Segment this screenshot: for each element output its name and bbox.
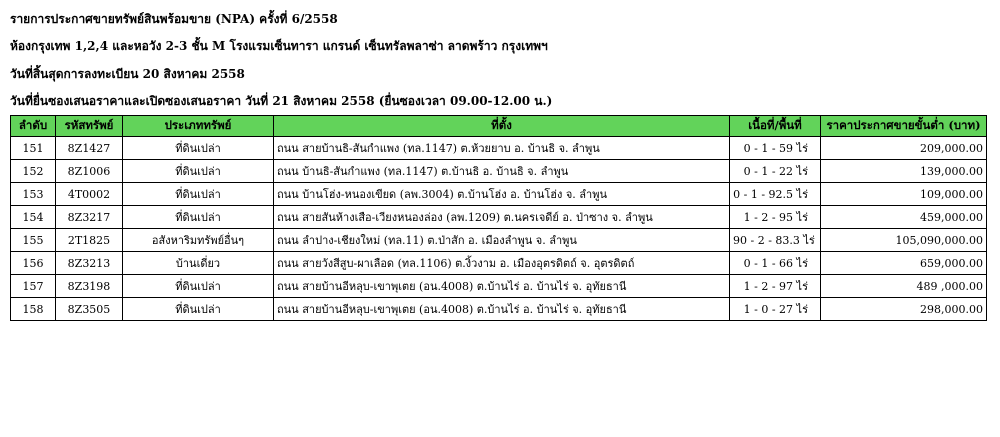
row-location: ถนน บ้านธิ-สันกำแพง (ทล.1147) ต.บ้านธิ อ. บ้านธิ จ. ลำพูน <box>274 160 730 183</box>
table-row <box>11 183 987 206</box>
table-row <box>11 275 987 298</box>
row-area: 1 - 2 - 95 ไร่ <box>730 206 821 229</box>
row-area: 0 - 1 - 59 ไร่ <box>730 137 821 160</box>
col-header-type: ประเภททรัพย์ <box>123 116 274 137</box>
row-no: 157 <box>11 275 56 298</box>
row-area: 0 - 1 - 66 ไร่ <box>730 252 821 275</box>
row-code: 8Z3198 <box>56 275 123 298</box>
table-row <box>11 229 987 252</box>
row-no: 151 <box>11 137 56 160</box>
col-header-location: ที่ตั้ง <box>274 116 730 137</box>
row-no: 153 <box>11 183 56 206</box>
row-no: 154 <box>11 206 56 229</box>
row-price: 105,090,000.00 <box>821 229 987 252</box>
row-price: 139,000.00 <box>821 160 987 183</box>
row-price: 489 ,000.00 <box>821 275 987 298</box>
bid-date-line: วันที่ยื่นซองเสนอราคาและเปิดซองเสนอราคา วันที่ 21 สิงหาคม 2558 (ยื่นซองเวลา 09.00-12.00 น.) <box>10 94 553 108</box>
venue-line: ห้องกรุงเทพ 1,2,4 และหอวัง 2-3 ชั้น M โรงแรมเซ็นทารา แกรนด์ เซ็นทรัลพลาซ่า ลาดพร้าว กรุงเทพฯ <box>10 39 548 53</box>
row-location: ถนน สายวังสีสูบ-ผาเลือด (ทล.1106) ต.งิ้วงาม อ. เมืองอุตรดิตถ์ จ. อุตรดิตถ์ <box>274 252 730 275</box>
row-code: 8Z3213 <box>56 252 123 275</box>
row-code: 2T1825 <box>56 229 123 252</box>
row-no: 158 <box>11 298 56 321</box>
row-code: 8Z1006 <box>56 160 123 183</box>
row-type: ที่ดินเปล่า <box>123 206 274 229</box>
npa-table <box>10 115 987 321</box>
row-area: 0 - 1 - 22 ไร่ <box>730 160 821 183</box>
row-location: ถนน สายบ้านธิ-สันกำแพง (ทล.1147) ต.ห้วยยาบ อ. บ้านธิ จ. ลำพูน <box>274 137 730 160</box>
row-code: 8Z1427 <box>56 137 123 160</box>
row-area: 90 - 2 - 83.3 ไร่ <box>730 229 821 252</box>
row-price: 209,000.00 <box>821 137 987 160</box>
col-header-price: ราคาประกาศขายขั้นต่ำ (บาท) <box>821 116 987 137</box>
row-code: 8Z3505 <box>56 298 123 321</box>
table-row <box>11 298 987 321</box>
row-type: ที่ดินเปล่า <box>123 275 274 298</box>
row-location: ถนน สายสันห้างเสือ-เวียงหนองล่อง (ลพ.1209) ต.นครเจดีย์ อ. ป่าซาง จ. ลำพูน <box>274 206 730 229</box>
row-code: 4T0002 <box>56 183 123 206</box>
row-area: 0 - 1 - 92.5 ไร่ <box>730 183 821 206</box>
row-area: 1 - 0 - 27 ไร่ <box>730 298 821 321</box>
row-type: อสังหาริมทรัพย์อื่นๆ <box>123 229 274 252</box>
table-row <box>11 206 987 229</box>
row-price: 298,000.00 <box>821 298 987 321</box>
row-area: 1 - 2 - 97 ไร่ <box>730 275 821 298</box>
row-price: 659,000.00 <box>821 252 987 275</box>
col-header-code: รหัสทรัพย์ <box>56 116 123 137</box>
table-row <box>11 137 987 160</box>
row-code: 8Z3217 <box>56 206 123 229</box>
table-row <box>11 160 987 183</box>
row-price: 459,000.00 <box>821 206 987 229</box>
table-row <box>11 252 987 275</box>
row-type: ที่ดินเปล่า <box>123 160 274 183</box>
page-title: รายการประกาศขายทรัพย์สินพร้อมขาย (NPA) ครั้งที่ 6/2558 <box>10 12 338 26</box>
row-type: ที่ดินเปล่า <box>123 137 274 160</box>
col-header-area: เนื้อที่/พื้นที่ <box>730 116 821 137</box>
registration-deadline: วันที่สิ้นสุดการลงทะเบียน 20 สิงหาคม 2558 <box>10 67 245 81</box>
col-header-no: ลำดับ <box>11 116 56 137</box>
row-type: บ้านเดี่ยว <box>123 252 274 275</box>
row-no: 156 <box>11 252 56 275</box>
row-price: 109,000.00 <box>821 183 987 206</box>
row-type: ที่ดินเปล่า <box>123 298 274 321</box>
row-location: ถนน ลำปาง-เชียงใหม่ (ทล.11) ต.ป่าสัก อ. เมืองลำพูน จ. ลำพูน <box>274 229 730 252</box>
row-no: 155 <box>11 229 56 252</box>
row-location: ถนน สายบ้านอีหลุบ-เขาพุเตย (อน.4008) ต.บ้านไร่ อ. บ้านไร่ จ. อุทัยธานี <box>274 275 730 298</box>
row-type: ที่ดินเปล่า <box>123 183 274 206</box>
row-no: 152 <box>11 160 56 183</box>
row-location: ถนน สายบ้านอีหลุบ-เขาพุเตย (อน.4008) ต.บ้านไร่ อ. บ้านไร่ จ. อุทัยธานี <box>274 298 730 321</box>
row-location: ถนน บ้านโฮ่ง-หนองเขียด (ลพ.3004) ต.บ้านโฮ่ง อ. บ้านโฮ่ง จ. ลำพูน <box>274 183 730 206</box>
table-header-row <box>11 116 987 137</box>
